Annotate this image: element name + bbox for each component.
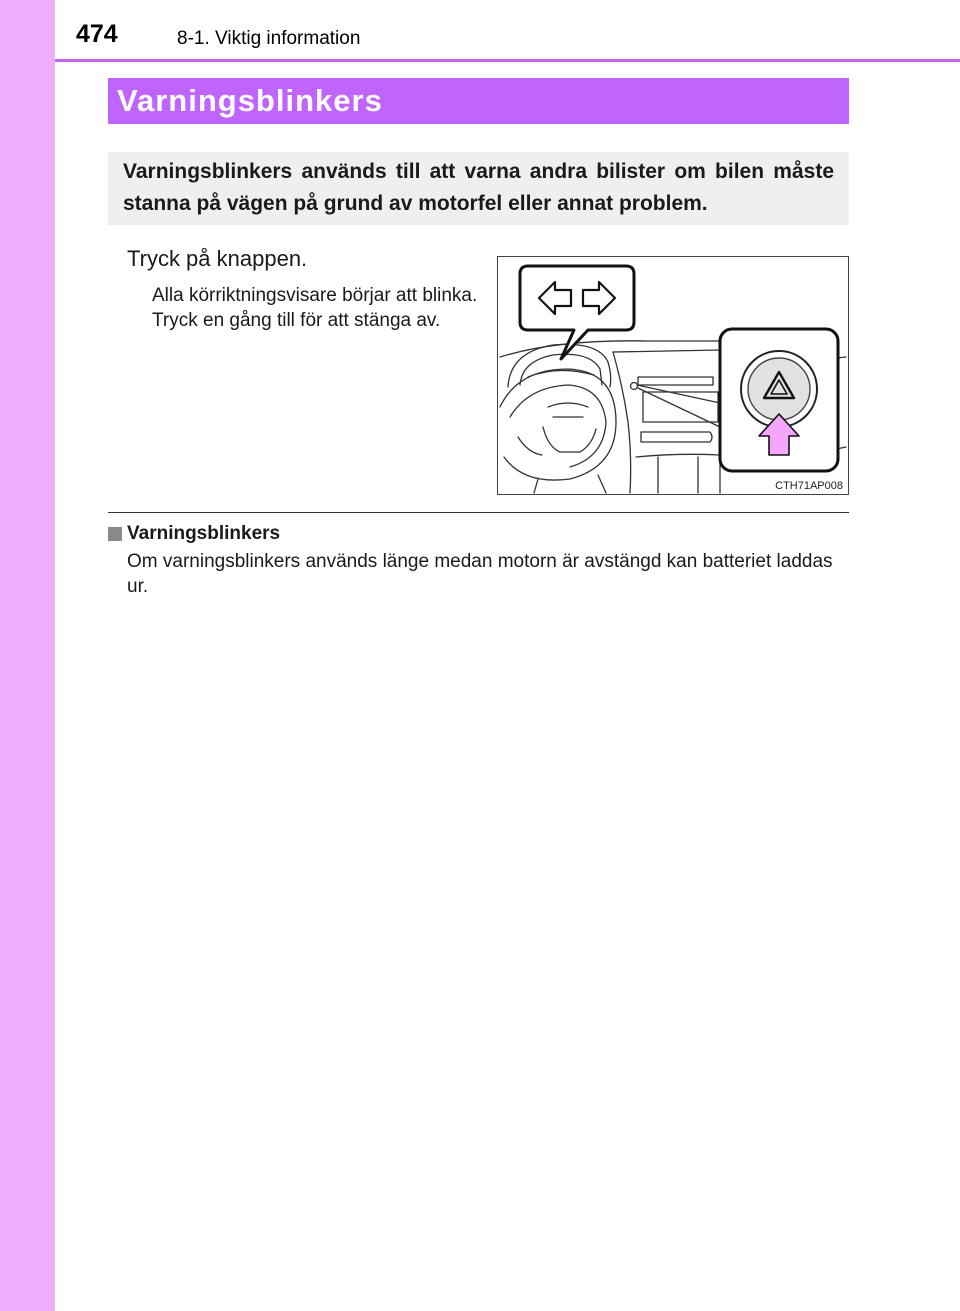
- detail-line-blink: Alla körriktningsvisare börjar att blinka.: [152, 285, 478, 306]
- note-heading-text: Varningsblinkers: [127, 523, 281, 544]
- note-body: Om varningsblinkers används länge medan motorn är avstängd kan batteriet laddas ur.: [127, 551, 833, 597]
- page-number: 474: [76, 20, 118, 48]
- note-heading: [108, 523, 280, 545]
- figure-code: CTH71AP008: [775, 480, 843, 492]
- square-bullet-icon: [108, 527, 122, 541]
- page-title: Varningsblinkers: [117, 83, 383, 118]
- instruction-details: [152, 284, 479, 333]
- header-rule: [55, 59, 960, 62]
- side-band: [0, 0, 55, 1311]
- dashboard-figure: [497, 256, 849, 495]
- section-divider: [108, 512, 849, 513]
- instruction-text: Tryck på knappen.: [127, 246, 308, 271]
- detail-line-off: Tryck en gång till för att stänga av.: [152, 309, 441, 331]
- dashboard-illustration: [498, 257, 848, 494]
- intro-text: Varningsblinkers används till att varna andra bilister om bilen måste stanna på vägen på grund av motorfel eller annat problem.: [123, 160, 834, 215]
- section-title-bar: [108, 78, 849, 124]
- section-label: 8-1. Viktig information: [177, 28, 361, 49]
- intro-box: [108, 152, 849, 225]
